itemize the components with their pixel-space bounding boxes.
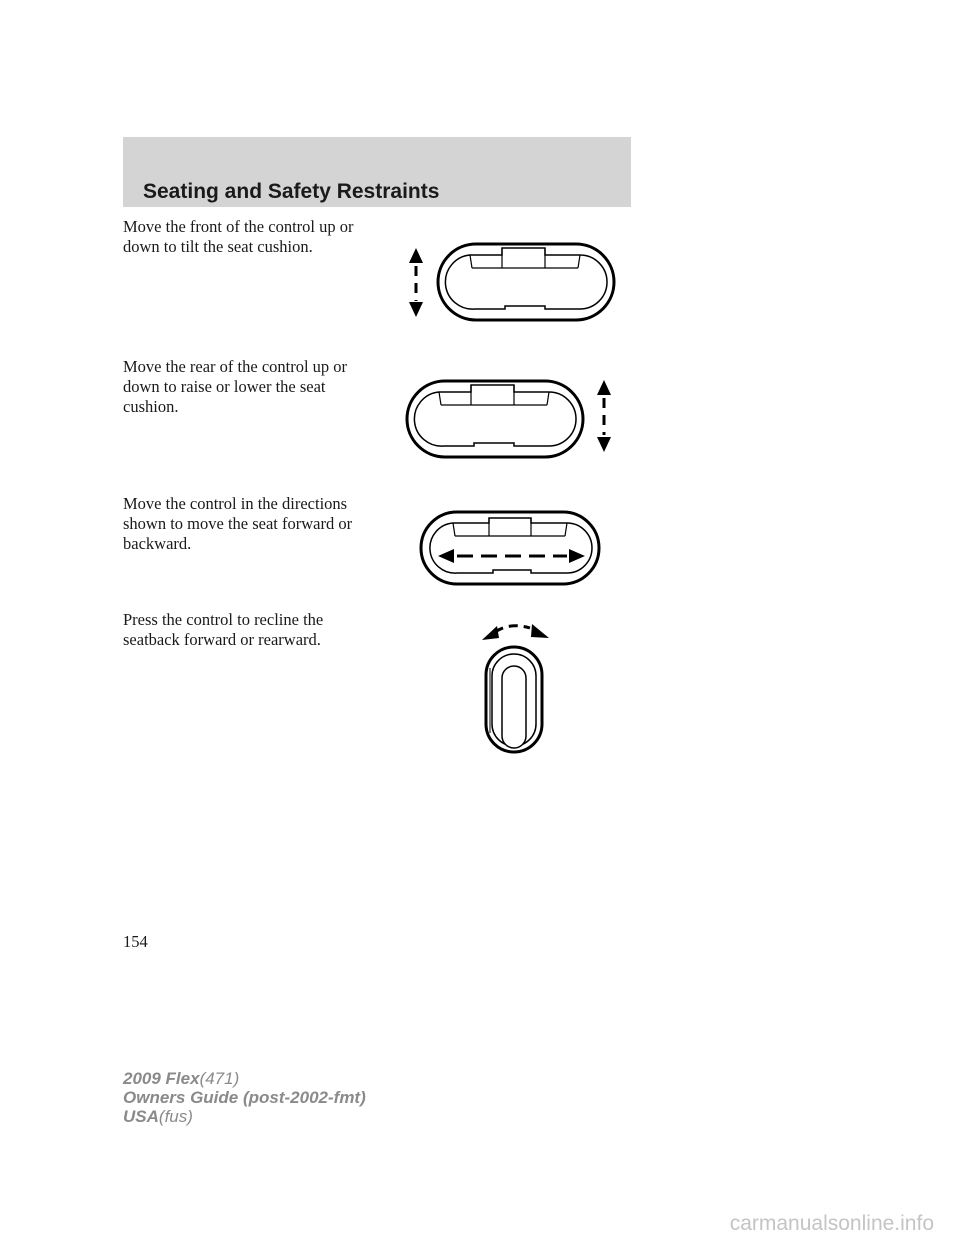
- curved-double-arrow-icon: [482, 624, 549, 640]
- page-number: 154: [123, 932, 148, 951]
- instruction-recline-seatback: Press the control to recline the seatback forward or rearward.: [123, 610, 324, 649]
- footer-model: 2009 Flex: [123, 1069, 200, 1088]
- footer-guide-type: Owners Guide (post-2002-fmt): [123, 1088, 366, 1107]
- recline-switch-icon: [486, 647, 542, 752]
- instruction-tilt-cushion: Move the front of the control up or down to tilt the seat cushion.: [123, 217, 354, 256]
- section-header: [123, 137, 631, 207]
- document-footer: [123, 1069, 366, 1126]
- up-down-arrow-icon: [597, 380, 611, 452]
- section-title: Seating and Safety Restraints: [143, 180, 440, 203]
- seat-control-height-illustration: [403, 375, 623, 465]
- seat-switch-icon: [421, 512, 599, 584]
- instruction-forward-backward: Move the control in the directions shown to move the seat forward or backward.: [123, 494, 353, 553]
- seat-switch-icon: [407, 381, 583, 457]
- seat-control-tilt-illustration: [400, 238, 620, 328]
- instruction-raise-lower-cushion: Move the rear of the control up or down to raise or lower the seat cushion.: [123, 357, 348, 416]
- watermark: carmanualsonline.info: [729, 1212, 934, 1235]
- seat-switch-icon: [438, 244, 614, 320]
- footer-market: USA: [123, 1107, 159, 1126]
- up-down-arrow-icon: [409, 248, 423, 317]
- seat-control-fore-aft-illustration: [417, 506, 607, 596]
- footer-model-code: (471): [199, 1069, 240, 1088]
- seatback-recline-control-illustration: [470, 618, 560, 758]
- footer-market-code: (fus): [158, 1107, 193, 1126]
